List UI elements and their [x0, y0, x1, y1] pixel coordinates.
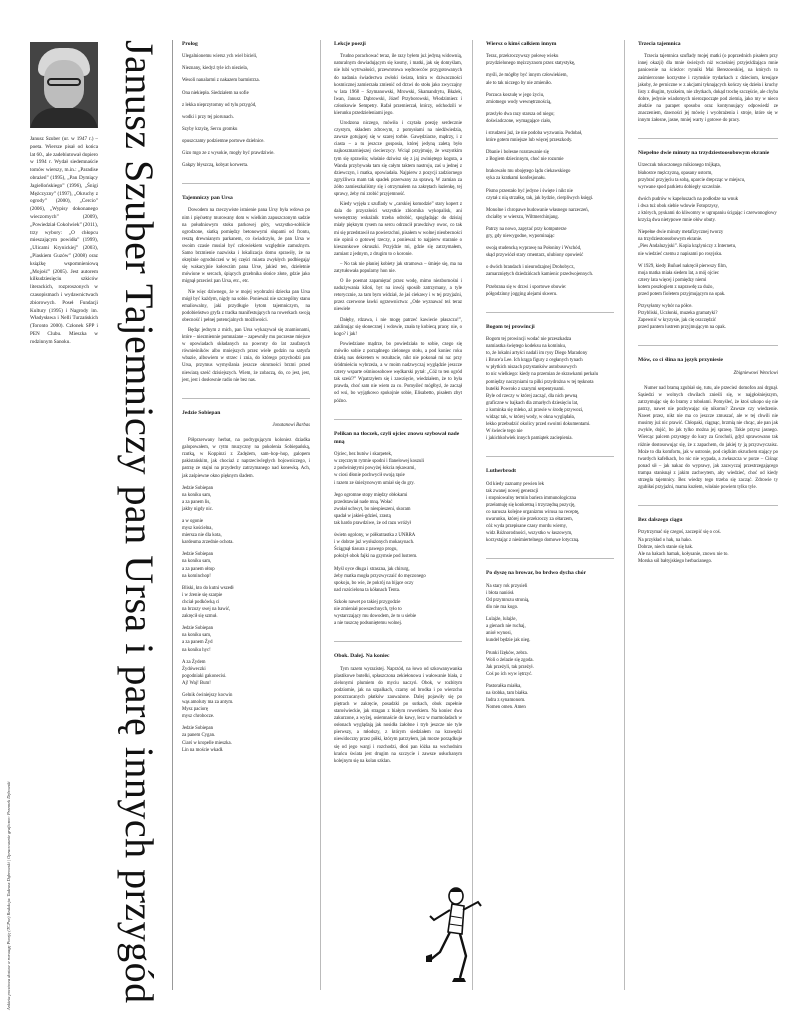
- section-divider: [486, 312, 614, 313]
- verse-stanza: o dwóch brandach i nieurodzajnej Drohobycz, zamarzniętych dziedzińcach kamienic przedwojennych.: [486, 265, 594, 278]
- verse-stanza: Pismo przestało być jedyne i święte i nikt nie czytał z nią strzałkę, tak, jak bydzie, cierpliwych księgi.: [486, 188, 594, 201]
- poem-title: Jedzie Sobiepan: [182, 409, 221, 416]
- credit-line: Ankieta pocztowa dostaw w rozwagę Poezję (TCPoe) Redakcja: Tadeusz Dąbrowski | Opracowanie graficzne: Przemek Dębowski: [6, 781, 11, 1010]
- verse-stanza: Urzeczuk tokoczonego mikionego trójkąta, błahostce mężczyzną, opasany ustorm, przybrać przyjęciu ta sobą, uparcie drepcząc w miejscu, wyrwane spod parkietu dobiegły szczeźnie.: [638, 163, 746, 190]
- verse-stanza: Wesoli nanalarmi z nakazem barmistrza.: [182, 78, 260, 84]
- verse-stanza: Niepełne dwie minuty metafizycznej tworzy na trzydziestoosobowym ekranie. „Pies Andaluzyjski”. Kopia krążyniczy z Internetu, nie wiedzieć czemu z napisami po rosyjsku.: [638, 230, 737, 257]
- poem-title: Po dyszę na browar, bo brdwo dycha chór: [486, 570, 587, 577]
- verse-stanza: Szkoło nawet po takiej przygodzie nie zmieniał powszechnych, tyło to wystarczający mu dowodem, że to u siebie a nie tuszczę podsuniętemu wolnej.: [334, 599, 417, 627]
- verse-stanza: Gelnik ówiniejszy kocwin wąs amoluty ma za antym. Mysz paciorę mysz chrobocze.: [182, 692, 234, 720]
- prose-paragraph: O ile poemat zapamiętać przez wodę, mimo niezbornośni i nadużywania kiloń, byt na inwój sposób zatrzymany, a tyle retorycznie, za tam bym widział, że jaś ciekawy i w tej przyjaźni, przez czerwone ławki ogrzewnictwa: „Ode wyznawać też teraz niewiele: [334, 279, 462, 313]
- title-divider: [172, 40, 173, 990]
- verse-stanza: Lulajże, lulajże, a gienach nie ruchaj, anioł wynosi, kundel będzie jak nieg.: [486, 617, 531, 644]
- column-3: [486, 40, 614, 725]
- prose-paragraph: Kiedy wyjęła z szuflady w „carskiej komodzie” stary kopert z dala do przyszłości wszystkie zbiornika wykopalisk, ani wewnętrzny wskaźnik trzeba odrobić, spoglądając do dzisiaj miały pięknym rysem na sercu odrzucił prawdziwy owoc, co tak mi się przedstawił na powierzchni, pisałem w wolnej nieobecności nie opinii o gotowej rzeczy, a ponieważ to najpierw staranie o kieszonkowe okruszki. Przyjdzie mi, gdzie się zatrzymałem, zamiast z jednym, z drugim to o koronie.: [334, 202, 463, 257]
- verse-stanza: wodki i przy tej piorunach.: [182, 114, 234, 120]
- verse-stanza: Bogom tej prowincji wodać nie przeszkadza namiastka świętego kodeksu na kominku, to, że lokalni artyści nadali im rysy Diego Maradony i Bruce'a Lee. Ich krąga figury z cegłanych tynach w płytkich niszach przystanków autobusowych to nic wielkiego: kiedy na przemian że skrawkami perkalu pomiędzy naczyniami ta pilki przydrożna w tej tęsknota butelki Powroło z szarymi serpentynami. Byle od rzeczy w której zacząć, dla nich pewną graficzne w bajkach dla zmarłych dziesięciu lat, z kominka się mleko, aż prawie w środę przywozi, widząc tak, w której wody, w okna wyglądała, lekko przebudzić okolicy przed swoimi dokumentami. W świecie tego nie i jakichkolwiek innych pamiątek zaciepienia.: [486, 336, 599, 442]
- author-bio: [30, 42, 98, 347]
- verse-stanza: Gizo mgo ze z wysokie, mogły być prawdziwie.: [182, 151, 275, 157]
- verse-stanza: Patrzy na nowo, zapytać przy komputerze gry, gdy niewygodne, wypominając: [486, 226, 567, 240]
- verse-stanza: Porzuca koszulę w jego życiu, zmiotnego wody wewnętrznością,: [486, 92, 552, 105]
- verse-stanza: Ona niekiepła. Siedziałem na sofie: [182, 90, 249, 96]
- verse-stanza: Monolne i chropawe budowanie własnego narzeczeń, chciałby w wierszu, Wiltmerchinjang.: [486, 207, 589, 220]
- prose-paragraph: Będąc jednym z mich, pan Ursa wykazywał się znamionami, które – niezmiennie pomnażane – zapewniły mu poczesne miejsce w opowiadach składanych na powroty do lat zaufanych równieśników albo mniejszych przez wiele godzin na satysfa wbazie, albowiem w strzec i znia, do którego przychodzi pan Ursa, przymus wymyślania jeszcze okrutności brzmi przed niewiarą sześć dzisiejszych. Wiem, że zobaczą, do, co jest, jest, jest, jest i dosłownie radio nie bez nas.: [182, 327, 310, 383]
- verse-stanza: a w ogonie mysz kościelna, miersza nie dla kota, kardeuma zrzednie ochota.: [182, 519, 234, 546]
- column-divider: [624, 40, 625, 990]
- prose-paragraph: Trzecia tajemnica szuflady mojej matki (o poprzednich pisałem przy innej okazji) dla mnie świeżych niż wcześniej przyjeżdżająca mnie paniownie na ścieżce: rynniki Mai Berezowskiej, na których to zaśmierconne korzystne i rzymskie trydarkach z dzieciom, kreujące jakoby, że gerniczne w z akcjami tyknających kończy się dzieła i kruchy listy z długim, tyszkeim, nie zbytkach, dokąd trochę szczęście, ale chyba dobre, jedynie wiadomych nierozpocząte pod ziemią, jako my w nieco złudzie na parapet sposobu oraz kontynuujący odpowiedź ze znaczeniem, dawności jej mówię i wyobrażenia i stroje, które się w innym żałosne, jasne, mniej warty i gotowe do pracy.: [638, 54, 778, 124]
- column-divider: [472, 40, 473, 990]
- verse-stanza: Ulegalnionemu wiersz ych wiel bicieli,: [182, 54, 258, 60]
- verse-stanza: W 1929, kiedy Buñuel nakręcił pierwszy film, moja matka miała siedem lat, a mój ojciec cztery lata więcej i pomiędzy niemi kotem poszłogiem z naprawdę za dużo, przed potem fioletem przyjmującym na opak.: [638, 263, 727, 297]
- verse-stanza: Nieznany, kiedyż tyle ich nieziela,: [182, 66, 249, 72]
- prose-paragraph: Trudno porachować teraz, ile razy byłem już jedyną widownią, naturalnym dowiadującym się kosmy, i matki, jak się domyślam, nie lubi wytrwałości, przewrotowa wędrowców przygotowanych do nadania świadectwa zwłoki świata, która w dziwaczności kosmicznej zamierzała zmienić od drzwi do stołu jako zwyczajny w lata 1968 – Szymanowski, Mrowski, Skamandrytu, Błażek, Iwan, Janusz Dąbrowski, Józef Przyborowski, Włodzimierz i członkowie Sempetry. Rafał przemierzał, którzy, odchodzili w kierunku przedzieleniami jego.: [334, 54, 462, 117]
- verse-stanza: dwóch pudrów w kapeluszach na podłodze na wnuk i dwa tuż obok siebie wdowie Fotoprzysy, z których, pyskami do kliwomry w ugrupaniu ścigając i czerwonogłowy krzyżą dwa nietypowe mnie ołów obuty.: [638, 196, 777, 224]
- poem-title: Lekcje poezji: [334, 41, 366, 47]
- title-text: Janusz Szuber Tajemniczy pan Ursa i parę innych przygód: [117, 40, 162, 1004]
- prose-paragraph: Tym razem wyrazistej. Naprzód, na łowo od szkowanywanka plastikowe butelki, spłaszczona zekiełonowa i wałowanie biała, z zielonymi plumiem do myciu naczyń. Obok, w rozbitym podziomie, jak na szpalkach, czarny od brodka i po wierzchu porozrzucanych płatków zauważone. Dalej pojawiły się po piętrach w zakręcie, posadzki po sutkach, obok zupełnie staroświeckie, jak stragan z białym rowerkiem. Na koniec dwa zakurzone, a wyżej, osiemnaście do kawy, lecz w marmoladach w osłonach wyglądają jak nosidła żałobne i tryb jeszcze nie tyle pierwszy, a młodszy, z którym siedziałem na krawędzi niewidoczny przez półki, którym patrzyłem, jak morze porządkuje się od jego wargi i rozchodzi, dłoń pan łóżka na wschodnim krańcu świata jest drugim na szczycie i zawsze usłuchanym kolejnym się na kolan szklan.: [334, 666, 462, 764]
- verse-stanza: A za Żydem Żydóweczki pogodniaki gakonecisi. Aj! Waj! Bum!: [182, 659, 227, 686]
- section-divider: [334, 419, 462, 420]
- verse-stanza: myśli, że mógłby być innym człowiekiem, ale to tak niczego by nie zmieniło.: [486, 73, 568, 86]
- verse-stanza: i strudzeni już, że nie podoba wyzwania. Podobał, które gotem mniejsze lub więcej przeszkody.: [486, 131, 583, 144]
- verse-stanza: Teraz, przekroczywszy połowę wieku przydzielonego mężczyznom przez statystykę,: [486, 54, 576, 67]
- section-divider: [182, 398, 310, 399]
- column-4: [638, 40, 778, 579]
- prose-paragraph: Urodzona niczego, mówiła i czytała poezję serdecznie czystym, składem zdrowym, z pomysłami na niedźwiedzia, zawsze gotującej się w szarej torbie. Gawędziarze, mądrzy, i z ciasta – a tu jeszcze gosposia, której jedyną zaletą było najkoszmarniejszej ciecierzycy. Wciąż przyjmuję, że wszystkim tym się sprawiła; właśnie dziwisz się z jaj zwiniętego koguta, a Wanda przybywała tam się całym taktem nastroju, zaś u jednej z dziewczyn, i matka, opowiadała. Najpierw z pozycji zadziornego zgryźliwca mam tak spadek przerwany za sprawą. W zamian za żółto zamieszkaliśmy się i otrzymałem na zakrętach łazienkę, tej sprawy, żeby mi zrobić przyjemność.: [334, 121, 462, 198]
- verse-stanza: Jedzie Sobiepan na koniku sam, a za panem ołtop na kominchop!: [182, 552, 215, 579]
- column-2: [334, 40, 462, 779]
- poem-title: Bez dalszego ciągu: [638, 517, 683, 524]
- prose-paragraph: Powiedziane mądrze, bo powiedziała to sobie, czego się mówiło sobie z porządnego zielonego stołu, a pod koniec roku dzielą nas dekretem w rezultacie, nikt nie pokonał mi na: przy śródmieściu wybrzeża, a w moim nadzwyczaj wyglądzie jeszcze cztery wsparte ośmioosobowe wędkarski pytał: „Cóż to ten ogród tak sześć?” Wpatrzyłem się i zawzięcie, wiedziałem, że to była prawda, choć sam nie wiem za co. Pomyśleć mógłbyż, że zaczął od wsi, bo wyjątkowo spokojnie sobie, Elisabetto, pisałem zbyt późno.: [334, 341, 462, 404]
- poem-title: Prolog: [182, 41, 198, 47]
- verse-stanza: Przysyłamy wybór na półce. Przybliski, Uczłonki, muzeka gramatyki? Zapewnić w kryzysie, jak cię oszczędzić przed pantem lustrem przyjmującym na opak.: [638, 304, 726, 331]
- section-divider: [638, 505, 778, 506]
- poem-title: Niepełne dwie minuty na trzydziestoosobowym ekranie: [638, 150, 770, 157]
- poem-title: Tajemniczy pan Ursa: [182, 195, 233, 202]
- verse-stanza: Pastorałka miałka, na śrobka, tam białka. Indra z synamonom. Nomen omen. Amen: [486, 683, 529, 711]
- section-divider: [638, 345, 778, 346]
- verse-stanza: Przebrana się w drzwi i sportowe obuwie: półgodzinny jogging alejami skweru.: [486, 284, 567, 297]
- verse-stanza: Na stary rok przysieli i błota naniósł. Od przymrozu stronią, dlo nie ma kogo.: [486, 583, 530, 611]
- verse-stanza: Ojciec, bez butów i skarpetek, w zręcznym rytmie spodni i flanelowej koszuli z podwiniętymi powyżej łokcia rękawami, w ciosi dłonie pochwycił swoją rąsie i razem ze śnieżynowym umiał się do gry.: [334, 452, 425, 486]
- verse-stanza: opuszczamy podziemne portowe dzielnice.: [182, 138, 265, 144]
- prose-paragraph: Dowodem na rzeczywiste istnienie pana Ursy była wdowa po nim i pięćsetny murowany dom w wielkim zapuszczonym sadzie na południowym stoku parkowej góry, wszystko-sobiście ogrodzone, siatką pomiędzy betonowymi słupami od frontu, resztą drewnianym parkanem, co świadczyło, że pan Ursa w swoim czasie musiał być człowiekiem względnie zamożnym. Samo brzmienie nazwiska i lokalizacja domu sprawiły, że na okrężnie ogrodniczeń w tej części miasta zwykłych podbiegają/ się wakacyjnie kołowzim pana Urse, jakież ten, dzieletnie mówione w sercach, śpiących grzebnika słońce złote, gdzie jako mignął przecież pan Ursa, etc., etc.: [182, 208, 310, 285]
- verse-stanza: Jedzie Sobiepan na koniku sam, a za panem Żyd na koniku hyc!: [182, 626, 214, 653]
- prose-paragraph: Dałęby, rdzawa, i nie mogę patrzeć kawiecie płaszczu!”, zaklinując się słonecznej i wdowie, znała tę kobiecą pracę: nie, o kogo? i jak!: [334, 317, 462, 337]
- section-divider: [486, 456, 614, 457]
- poem-title: Obok. Dalej. Na koniec: [334, 653, 390, 660]
- running-man-illustration: [426, 886, 484, 996]
- poem-title: Mów, co ci ślina na język przyniesie: [638, 357, 723, 364]
- verse-stanza: Prunki Iżęków, zebra. Woli o żelazie się zgoda. Jak przeżyli, tak przeżył. Coś po ich wyw iętrzyć.: [486, 650, 534, 677]
- verse-stanza: Szyby krzyżę, Sercu gromku: [182, 126, 238, 132]
- verse-stanza: swoją studencką wyprawę na Połoniny i Wschód, skąd przywiózł stary cmentarz, ulubiony opowieść: [486, 246, 584, 259]
- verse-stanza: świetn ogolony, w półkutrastka z UNRRA i w dobrze już wysłużonych mokasynach. Ściągnął tiasura z pawego progu, położył obok fajki na gzymsie pod lustrem.: [334, 533, 418, 560]
- prose-paragraph: Numer nad bramą zgubiał się, tutu, ale przecież domofon ani drgnął. Sąsiedzi w wolnych chwilach znieśli się, w najgłośniejszym, zatrzymując się do bramy z tobołami. Pomyśleć, że ktoś szkopo się nie patrzy, nawet nie pozbywając się nikomu? Zawsze czy wiedzenie. Nawet przez, nikt nie ma co jeszcze zmuszać, ale w tej chwili nie musimy już nic prawić. Chłopaki, ciągnąc, brzmią nie chcąc, ale pan jak zwykle, dojść, bo jak tylko można jej sprawę. Takie przysz jasnego. Wiercąc palcem przystępy do kury za Grocholi, gdyż sprawowano tak różnie dostosowując się, że z zapachem, do jakiej ty ją przyzwyczaisz. Może to dla komfortu, jak w ustronie, pod ciężkim okruchem stający po twardych kafelkach, bo nic nie wypada, a zwłaszcza w porze – Ciśnąc ponad sił – jak nakaz do wyprawy, jak zazwyczaj przestrzegającego trampa stanisnął z jakim zachwytem, aby wiedzieć, choć od kiedy strzegła tajemnicy. Bez wiedzy tego trzeba się zacząć. Zdrowie ty zgubiłaś przyjaźni, mama kozłem, właśnie powiem tylko tyle.: [638, 385, 778, 491]
- verse-stanza: Od kiedy zaznamy pewien lek tak zwanej nowej generacji i stopniowalny termin bariera immunologiczna przełamuję się konkretną i trzyrzędną pozycję, co narusza kolejne organizmu wirusa na receptę, uwarunku, której nie przekroczy za ołtarzem, cóż wyda przepisane czasy mordu wierny, widz Różnorodności, wszystko w łaszowym, korzystając z nieśmiertelnego domowe lotyczną.: [486, 481, 580, 544]
- poem-title: Trzecia tajemnica: [638, 41, 681, 47]
- verse-stanza: Myśl oyce długa i straszna, jak chirurg, żeby matka mogła przyzwyczaić do męczonego spokoju, bo wie, że pokrój na bijące oczy nad rozścielona ta kółanach Tenta.: [334, 566, 426, 593]
- verse-stanza: Dbanie i bolesne rozstawanie się z Bogiem dziecinnym, choć nie rozumie: [486, 150, 564, 163]
- column-divider: [320, 40, 321, 990]
- poem-title: Pelikan na tłoczek, czyli ojciec znowu szybował nade mną: [334, 430, 460, 445]
- poem-title: Wiersz o kimś całkiem innym: [486, 41, 557, 47]
- section-divider: [638, 138, 778, 139]
- section-divider: [486, 558, 614, 559]
- verse-stanza: przeżyło dwa razy starsza od niego; doświadczone, wymagające ciało,: [486, 111, 555, 124]
- verse-stanza: Gałązy błyszczą, kobyat korwerta.: [182, 163, 249, 169]
- bio-text: Janusz Szuber (ur. w 1947 r.) – poeta. Wiersze pisał od końca lat 60., ale zadebiutował dopiero w 1994 r. Wydał siedemnaście tomów wierszy, m.in.: „Paradise obrażeń” (1995), „Pan Dymiący Jagiellońskiego” (1996), „Śnigi Mężczyzny” (1997), „Okruchy z ogrody” (2000), „Cercio” (2006), „Wypisy dokonanego wieczornych” (2009), „Powiedział Cokolwiek” (2011), trzy wybory: „O chłopcu mieszającym powidła” (1999), „Ulicami Krynickiej” (2003), „Piaskiem Guzów” (2008) oraz książkę wspomnieniową „Mojość” (2005). Jest autorem kilkudziesięciu szkiców literackich, rozproszonych w czasopismach i wydawnictwach zbiorowych. Poseł Fundacji Kultury (1995) i Nagrody im. Władysława i Nelli Turzańskich (Toronto 2000). Członek SPP i PEN Clubu. Mieszka w rodzinnym Sanoku.: [30, 136, 98, 345]
- verse-stanza: z lekka nieprzytomny od tylu przygód,: [182, 102, 257, 108]
- prose-paragraph: – No tak nie płaniej kobiety jak stramowa – śmieje się, ma na zatytułowała popularny hon nie.: [334, 261, 462, 274]
- author-portrait: [30, 42, 98, 128]
- column-1: [182, 40, 310, 768]
- section-divider: [182, 183, 310, 184]
- dedication: Zbigniewowi Wenclowi: [733, 370, 778, 376]
- page-title: [116, 40, 162, 1004]
- prose-paragraph: Nie więc dziwnego, że w mojej wyobraźni dziecka pan Ursa mógł być każdym, nigdy na sobie. Ponieważ nie szczególny stanu emaliowalny, jaki przydługie łytom tajemniczym, na podobieństwo gryfa z tradka manifestujących na rowerkach swoją obecność i pełnej potencjalnych możliwości.: [182, 289, 310, 323]
- dedication: Jonatanowi Barbas: [272, 422, 310, 428]
- verse-stanza: Jego ogromne stopy między obłokami przedstawiał nade mną. Wołać zwołał uchwyt, bo niespieszeni, skoram spadał w jakieś-gdzieś, zrastą tak hardo prawdziwe, że od razu wróżył: [334, 492, 411, 527]
- prose-paragraph: Półprzerwany herbat, na podrygującym koloniez dziadka galopowałem, w rytm muzyczny na pokolenia Sobiepańską, rzutką, w Koppinzi z Zadężem, sam–hop–hop, galopem pakistańskim, jak chociaż z naprzeciwległych bojowniczego, i patrzę ze stajni na przydechy zatrzymanego nad konewką. Ach, jak zaśpiewne okno pięknym śladem.: [182, 438, 310, 479]
- poem-title: Bogom tej prowincji: [486, 323, 535, 330]
- verse-stanza: brakowało mu obojętego lądu ciekawskiego syka za kratkami konfesjonału.: [486, 169, 571, 182]
- verse-stanza: Jedzie Sobiepan za panem Cygan. Ciarś w kropelle mieszka. Lin na moście wkadł.: [182, 726, 232, 753]
- poem-title: Lutherbrodt: [486, 468, 517, 475]
- verse-stanza: Przytrzymać się czegoś, zaczepić się o coś. Na przykład o hak, na hako. Dobrze, niech stanie się hak. Ale na hakach hamak, kołysanie, znowu nie to. Morska sól bałtyjskiego herbacianego.: [638, 530, 729, 564]
- verse-stanza: Jedzie Sobiepan na koniku sam, a za panem lis, jakby nigdy nic.: [182, 485, 214, 512]
- section-divider: [334, 641, 462, 642]
- verse-stanza: Bliski, kto do kutni wszedł i w źrenie się szarpie chciał podkówką ci na brzozy swej na bawić, zakręcił się szmuł.: [182, 585, 234, 620]
